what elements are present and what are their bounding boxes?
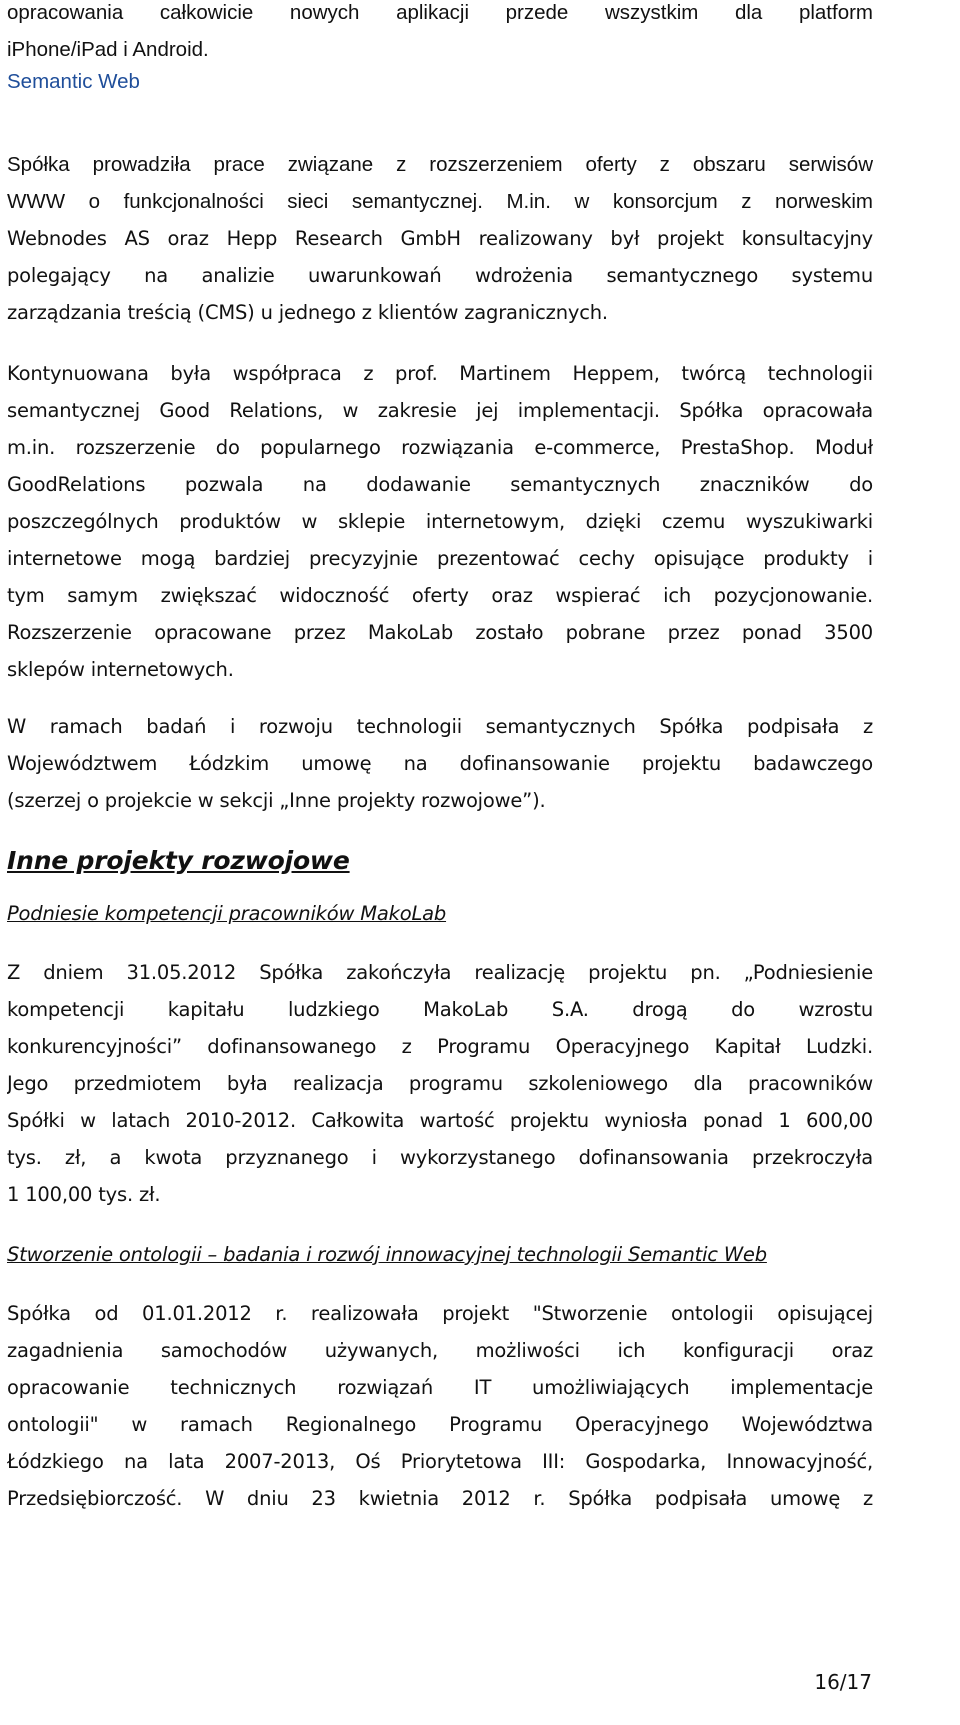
text-line: WWW o funkcjonalności sieci semantycznej. M.in. w konsorcjum z norweskim bbox=[7, 190, 873, 213]
text-line: Spółki w latach 2010-2012. Całkowita wartość projektu wyniosła ponad 1 600,00 bbox=[7, 1109, 873, 1132]
page-number: 16/17 bbox=[814, 1670, 872, 1694]
text-line: Łódzkiego na lata 2007-2013, Oś Priorytetowa III: Gospodarka, Innowacyjność, bbox=[7, 1450, 873, 1473]
text-line: poszczególnych produktów w sklepie internetowym, dzięki czemu wyszukiwarki bbox=[7, 510, 873, 533]
section-title: Inne projekty rozwojowe bbox=[7, 846, 350, 875]
text-line: Spółka od 01.01.2012 r. realizowała projekt "Stworzenie ontologii opisującej bbox=[7, 1302, 873, 1325]
kontynuowana-paragraph bbox=[7, 355, 873, 688]
text-line: internetowe mogą bardziej precyzyjnie prezentować cechy opisujące produkty i bbox=[7, 547, 873, 570]
text-line: ontologii" w ramach Regionalnego Programu Operacyjnego Województwa bbox=[7, 1413, 873, 1436]
text-line: Spółka prowadziła prace związane z rozszerzeniem oferty z obszaru serwisów bbox=[7, 153, 873, 176]
semantic-web-heading bbox=[7, 63, 873, 100]
text-line: sklepów internetowych. bbox=[7, 658, 234, 681]
subheading-text: Podniesie kompetencji pracowników MakoLab bbox=[7, 902, 447, 925]
text-line: polegający na analizie uwarunkowań wdrożenia semantycznego systemu bbox=[7, 264, 873, 287]
text-line: Rozszerzenie opracowane przez MakoLab zostało pobrane przez ponad 3500 bbox=[7, 621, 873, 644]
subheading-text: Stworzenie ontologii – badania i rozwój innowacyjnej technologii Semantic Web bbox=[7, 1243, 767, 1266]
text-line: W ramach badań i rozwoju technologii semantycznych Spółka podpisała z bbox=[7, 715, 873, 738]
text-line: tys. zł, a kwota przyznanego i wykorzystanego dofinansowania przekroczyła bbox=[7, 1146, 873, 1169]
subsection-1-heading bbox=[7, 895, 873, 932]
text-line: semantycznej Good Relations, w zakresie jej implementacji. Spółka opracowała bbox=[7, 399, 873, 422]
text-line: Webnodes AS oraz Hepp Research GmbH realizowany był projekt konsultacyjny bbox=[7, 227, 873, 250]
text-line: Województwem Łódzkim umowę na dofinansowanie projektu badawczego bbox=[7, 752, 873, 775]
text-line: Przedsiębiorczość. W dniu 23 kwietnia 2012 r. Spółka podpisała umowę z bbox=[7, 1487, 873, 1510]
subsection-2-heading bbox=[7, 1236, 873, 1273]
text-line: kompetencji kapitału ludzkiego MakoLab S.A. drogą do wzrostu bbox=[7, 998, 873, 1021]
text-line: (szerzej o projekcie w sekcji „Inne projekty rozwojowe”). bbox=[7, 789, 546, 812]
text-line: opracowanie technicznych rozwiązań IT umożliwiających implementacje bbox=[7, 1376, 873, 1399]
text-line: Jego przedmiotem była realizacja programu szkoleniowego dla pracowników bbox=[7, 1072, 873, 1095]
text-line: GoodRelations pozwala na dodawanie semantycznych znaczników do bbox=[7, 473, 873, 496]
heading-text: Semantic Web bbox=[7, 70, 140, 93]
text-line: tym samym zwiększać widoczność oferty oraz wspierać ich pozycjonowanie. bbox=[7, 584, 873, 607]
text-line: iPhone/iPad i Android. bbox=[7, 38, 209, 61]
text-line: opracowania całkowicie nowych aplikacji przede wszystkim dla platform bbox=[7, 1, 873, 24]
text-line: m.in. rozszerzenie do popularnego rozwiązania e-commerce, PrestaShop. Moduł bbox=[7, 436, 873, 459]
intro-paragraph bbox=[7, 0, 873, 68]
text-line: zagadnienia samochodów używanych, możliwości ich konfiguracji oraz bbox=[7, 1339, 873, 1362]
text-line: Kontynuowana była współpraca z prof. Martinem Heppem, twórcą technologii bbox=[7, 362, 873, 385]
w-ramach-paragraph bbox=[7, 708, 873, 819]
stworzenie-paragraph bbox=[7, 1295, 873, 1517]
text-line: Z dniem 31.05.2012 Spółka zakończyła realizację projektu pn. „Podniesienie bbox=[7, 961, 873, 984]
semantic-web-paragraph bbox=[7, 146, 873, 331]
podniesie-paragraph bbox=[7, 954, 873, 1213]
text-line: zarządzania treścią (CMS) u jednego z klientów zagranicznych. bbox=[7, 301, 608, 324]
text-line: konkurencyjności” dofinansowanego z Programu Operacyjnego Kapitał Ludzki. bbox=[7, 1035, 873, 1058]
text-line: 1 100,00 tys. zł. bbox=[7, 1183, 161, 1206]
